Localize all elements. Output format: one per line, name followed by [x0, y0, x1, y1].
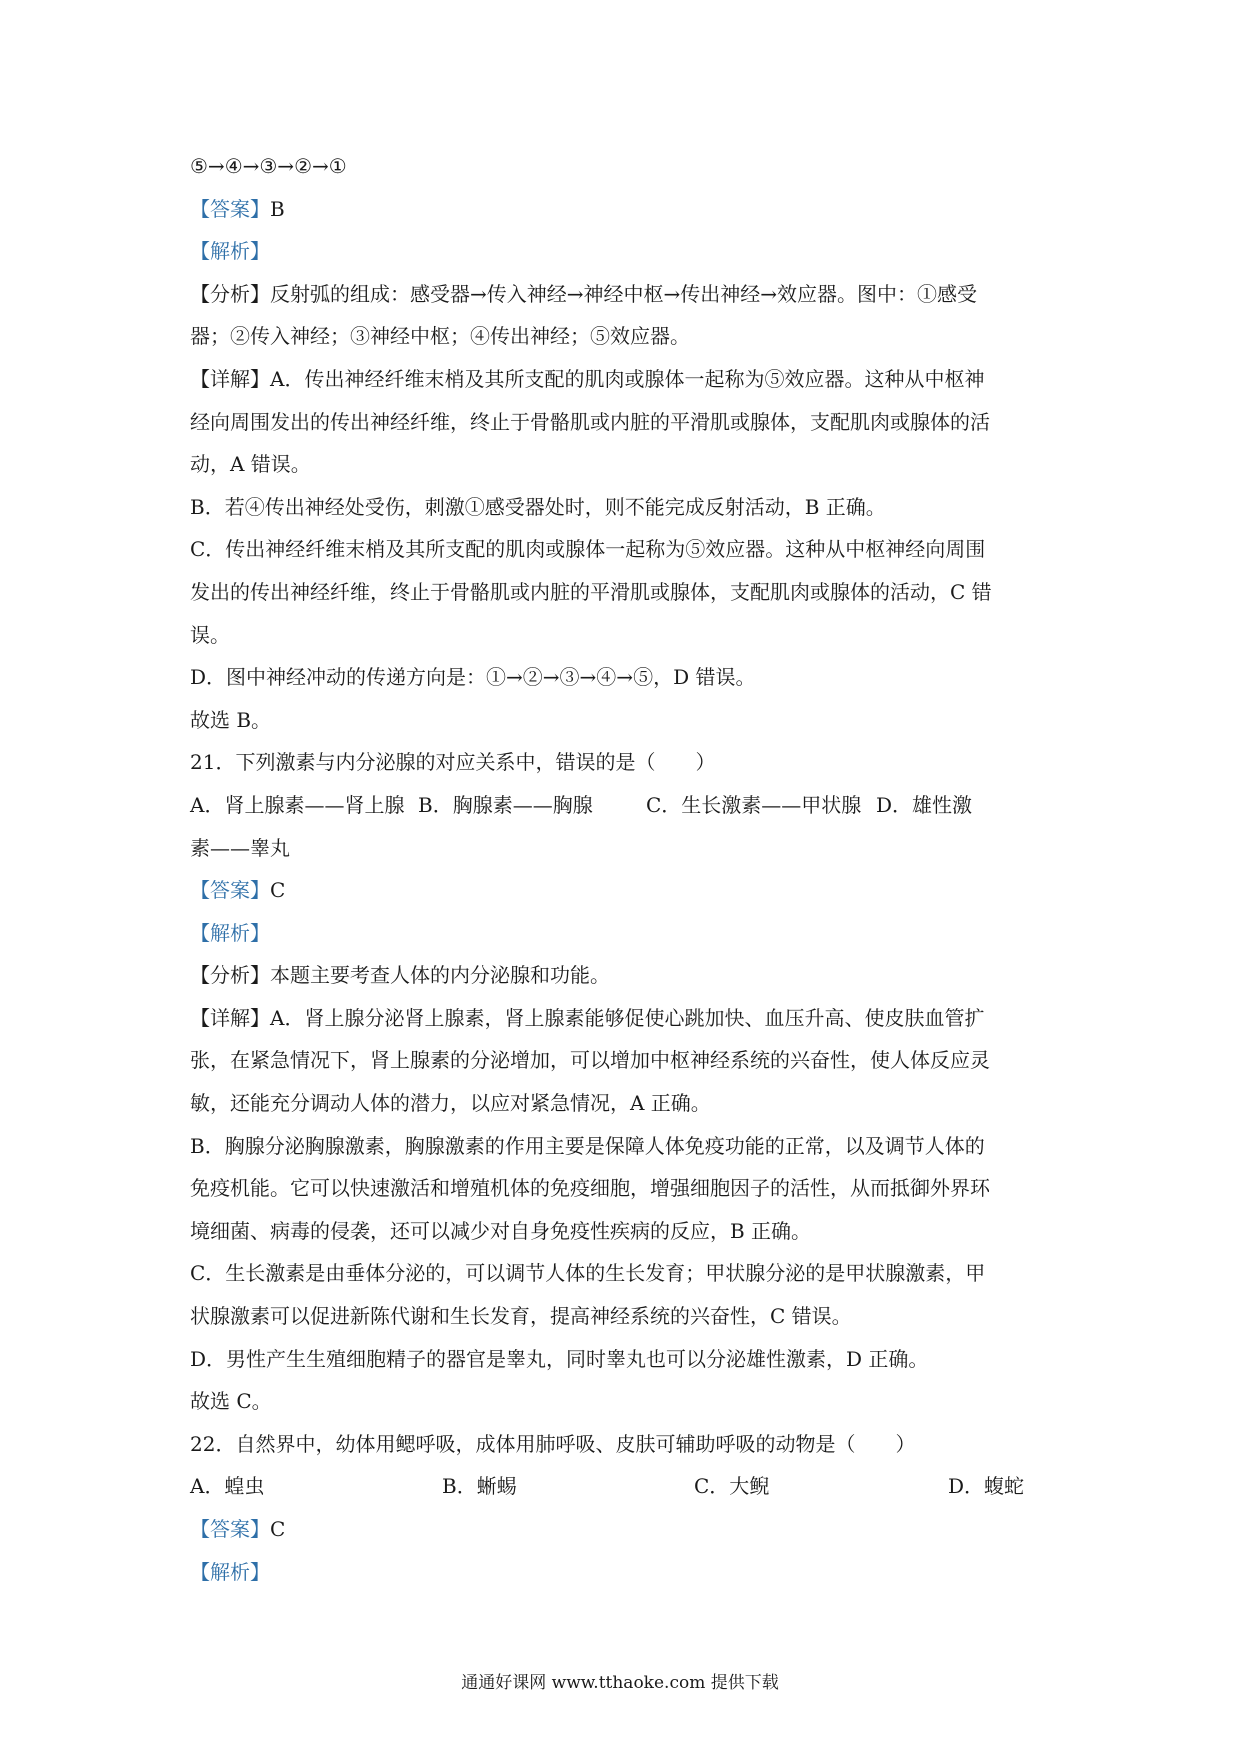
- option-d: D．雄性激: [876, 792, 973, 817]
- analysis-text: 器；②传入神经；③神经中枢；④传出神经；⑤效应器。: [190, 324, 690, 349]
- detail-text: 发出的传出神经纤维，终止于骨骼肌或内脏的平滑肌或腺体，支配肌肉或腺体的活动，C 错: [190, 579, 992, 604]
- answer-line: [190, 869, 1062, 912]
- detail-text: 境细菌、病毒的侵袭，还可以减少对自身免疫性疾病的反应，B 正确。: [190, 1218, 812, 1243]
- analysis-tag: 【解析】: [190, 1559, 270, 1584]
- detail-text: D．图中神经冲动的传递方向是：①→②→③→④→⑤，D 错误。: [190, 665, 756, 690]
- detail-text: 张，在紧急情况下，肾上腺素的分泌增加，可以增加中枢神经系统的兴奋性，使人体反应灵: [190, 1048, 990, 1073]
- document-body: [190, 145, 1062, 1593]
- option-b: B．蜥蜴: [442, 1474, 517, 1499]
- analysis-tag: 【解析】: [190, 239, 270, 264]
- answer-tag: 【答案】: [190, 878, 270, 903]
- question-21: 21．下列激素与内分泌腺的对应关系中，错误的是（ ）: [190, 750, 716, 775]
- option-c: C．大鲵: [694, 1474, 770, 1499]
- detail-text: 状腺激素可以促进新陈代谢和生长发育，提高神经系统的兴奋性，C 错误。: [190, 1304, 852, 1329]
- detail-text: 【详解】A．传出神经纤维末梢及其所支配的肌肉或腺体一起称为⑤效应器。这种从中枢神: [190, 366, 985, 391]
- analysis-text: 【分析】本题主要考查人体的内分泌腺和功能。: [190, 963, 610, 988]
- detail-text: 误。: [190, 622, 230, 647]
- detail-text: 动，A 错误。: [190, 452, 311, 477]
- option-d: D．蝮蛇: [948, 1474, 1025, 1499]
- detail-text: 敏，还能充分调动人体的潜力，以应对紧急情况，A 正确。: [190, 1091, 711, 1116]
- answer-value: B: [270, 196, 285, 221]
- detail-text: 免疫机能。它可以快速激活和增殖机体的免疫细胞，增强细胞因子的活性，从而抵御外界环: [190, 1176, 990, 1201]
- question-21-options: [190, 784, 1062, 827]
- question-22-options: [190, 1465, 1062, 1508]
- analysis-tag: 【解析】: [190, 920, 270, 945]
- detail-text: 【详解】A．肾上腺分泌肾上腺素，肾上腺素能够促使心跳加快、血压升高、使皮肤血管扩: [190, 1005, 985, 1030]
- detail-text: 经向周围发出的传出神经纤维，终止于骨骼肌或内脏的平滑肌或腺体，支配肌肉或腺体的活: [190, 409, 990, 434]
- analysis-text: 【分析】反射弧的组成：感受器→传入神经→神经中枢→传出神经→效应器。图中：①感受: [190, 281, 978, 306]
- detail-text: C．生长激素是由垂体分泌的，可以调节人体的生长发育；甲状腺分泌的是甲状腺激素，甲: [190, 1261, 986, 1286]
- option-c: C．生长激素——甲状腺: [646, 792, 862, 817]
- answer-tag: 【答案】: [190, 196, 270, 221]
- answer-line: [190, 188, 1062, 231]
- option-a: A．蝗虫: [190, 1474, 265, 1499]
- question-22: 22．自然界中，幼体用鳃呼吸，成体用肺呼吸、皮肤可辅助呼吸的动物是（ ）: [190, 1431, 916, 1456]
- option-a: A．肾上腺素——肾上腺: [190, 792, 405, 817]
- conclusion-text: 故选 B。: [190, 707, 272, 732]
- conclusion-text: 故选 C。: [190, 1389, 272, 1414]
- answer-tag: 【答案】: [190, 1517, 270, 1541]
- detail-text: C．传出神经纤维末梢及其所支配的肌肉或腺体一起称为⑤效应器。这种从中枢神经向周围: [190, 537, 986, 562]
- answer-value: C: [270, 1517, 286, 1541]
- answer-value: C: [270, 878, 286, 903]
- detail-text: B．若④传出神经处受伤，刺激①感受器处时，则不能完成反射活动，B 正确。: [190, 494, 886, 519]
- option-b: B．胸腺素——胸腺: [418, 792, 593, 817]
- option-d-continued: 素——睾丸: [190, 835, 290, 860]
- detail-text: D．男性产生生殖细胞精子的器官是睾丸，同时睾丸也可以分泌雄性激素，D 正确。: [190, 1346, 929, 1371]
- detail-text: B．胸腺分泌胸腺激素，胸腺激素的作用主要是保障人体免疫功能的正常，以及调节人体的: [190, 1133, 985, 1158]
- sequence-line: ⑤→④→③→②→①: [190, 154, 347, 178]
- page-footer: 通通好课网 www.tthaoke.com 提供下载: [461, 1673, 779, 1693]
- answer-line: [190, 1508, 1062, 1551]
